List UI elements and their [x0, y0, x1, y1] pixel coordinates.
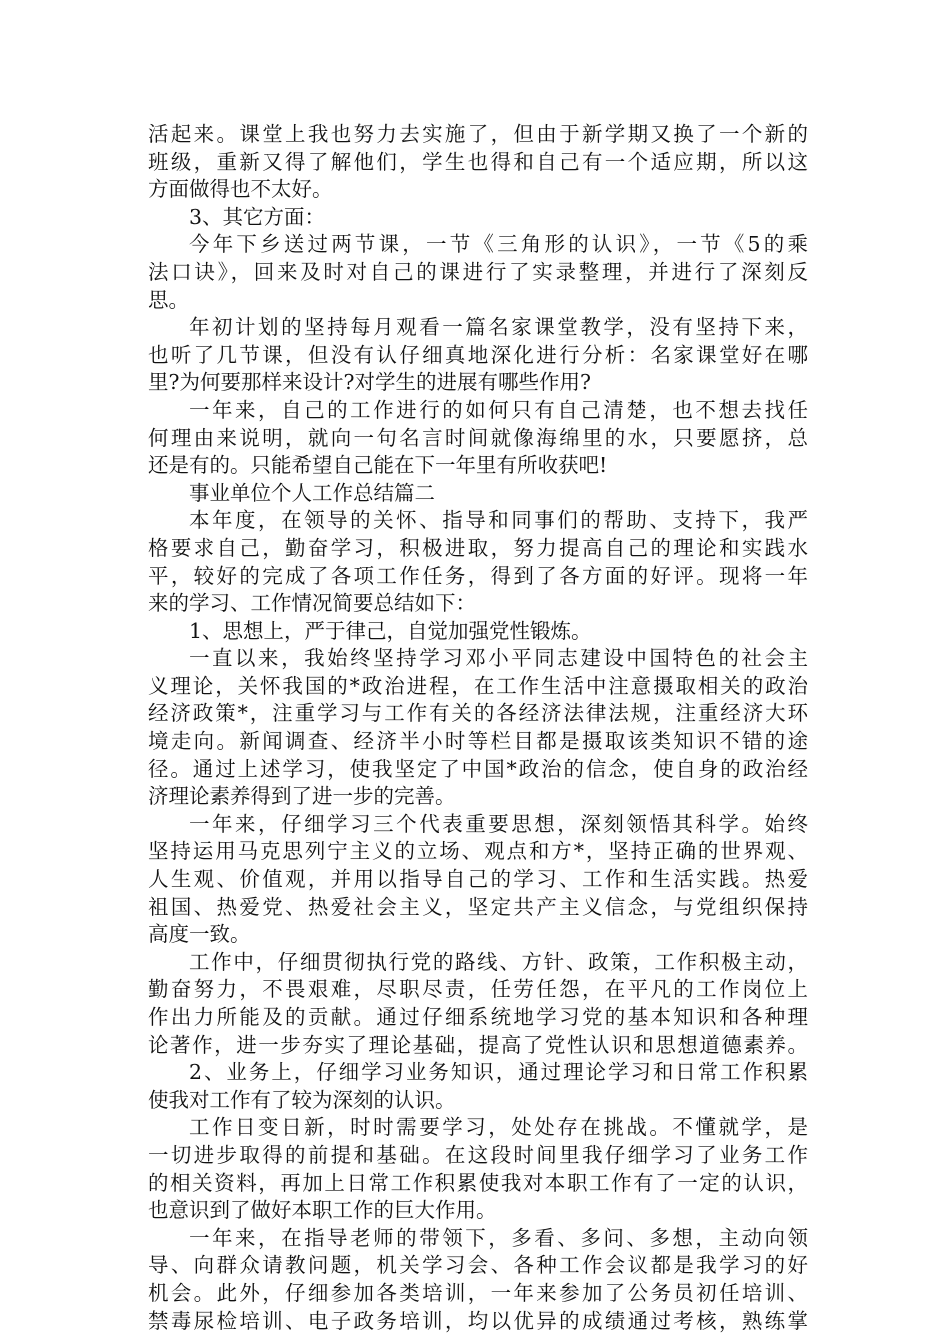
document-page	[148, 121, 808, 1335]
text-line: 工作中，仔细贯彻执行党的路线、方针、政策，工作积极主动，	[189, 949, 808, 974]
text-line: 经济政策*，注重学习与工作有关的各经济法律法规，注重经济大环	[148, 701, 808, 726]
text-line: 一切进步取得的前提和基础。在这段时间里我仔细学习了业务工作	[148, 1142, 808, 1167]
text-line: 论著作，进一步夯实了理论基础，提高了党性认识和思想道德素养。	[148, 1032, 808, 1057]
text-line: 今年下乡送过两节课，一节《三角形的认识》，一节《5的乘	[189, 232, 808, 257]
text-line: 来的学习、工作情况简要总结如下：	[148, 591, 476, 616]
text-line: 使我对工作有了较为深刻的认识。	[148, 1087, 456, 1112]
text-line: 坚持运用马克思列宁主义的立场、观点和方*，坚持正确的世界观、	[148, 839, 808, 864]
text-line: 境走向。新闻调查、经济半小时等栏目都是摄取该类知识不错的途	[148, 729, 808, 754]
text-line: 一年来，仔细学习三个代表重要思想，深刻领悟其科学。始终	[189, 811, 808, 836]
text-line: 也听了几节课，但没有认仔细真地深化进行分析：名家课堂好在哪	[148, 342, 808, 367]
text-line: 也意识到了做好本职工作的巨大作用。	[148, 1198, 497, 1223]
text-line: 里?为何要那样来设计?对学生的进展有哪些作用?	[148, 370, 591, 395]
text-line: 平，较好的完成了各项工作任务，得到了各方面的好评。现将一年	[148, 563, 808, 588]
text-line: 的相关资料，再加上日常工作积累使我对本职工作有了一定的认识，	[148, 1170, 808, 1195]
text-line: 事业单位个人工作总结篇二	[189, 480, 435, 505]
text-line: 3、其它方面：	[189, 204, 326, 229]
text-line: 径。通过上述学习，使我坚定了中国*政治的信念，使自身的政治经	[148, 756, 808, 781]
text-line: 一年来，在指导老师的带领下，多看、多问、多想，主动向领	[189, 1225, 808, 1250]
text-line: 祖国、热爱党、热爱社会主义，坚定共产主义信念，与党组织保持	[148, 894, 808, 919]
text-line: 机会。此外，仔细参加各类培训，一年来参加了公务员初任培训、	[148, 1280, 808, 1305]
text-line: 工作日变日新，时时需要学习，处处存在挑战。不懂就学，是	[189, 1115, 808, 1140]
text-line: 2、业务上，仔细学习业务知识，通过理论学习和日常工作积累	[189, 1060, 808, 1085]
text-line: 作出力所能及的贡献。通过仔细系统地学习党的基本知识和各种理	[148, 1005, 808, 1029]
text-line: 思。	[148, 287, 189, 312]
text-line: 一直以来，我始终坚持学习邓小平同志建设中国特色的社会主	[189, 646, 808, 671]
text-line: 班级，重新又得了解他们，学生也得和自己有一个适应期，所以这	[148, 149, 808, 174]
text-line: 高度一致。	[148, 922, 251, 947]
text-line: 本年度，在领导的关怀、指导和同事们的帮助、支持下，我严	[189, 508, 808, 533]
text-line: 导、向群众请教问题，机关学习会、各种工作会议都是我学习的好	[148, 1253, 808, 1278]
text-line: 还是有的。只能希望自己能在下一年里有所收获吧!	[148, 453, 608, 478]
text-line: 法口诀》，回来及时对自己的课进行了实录整理，并进行了深刻反	[148, 259, 808, 284]
text-line: 一年来，自己的工作进行的如何只有自己清楚，也不想去找任	[189, 397, 808, 422]
text-line: 格要求自己，勤奋学习，积极进取，努力提高自己的理论和实践水	[148, 535, 808, 560]
text-line: 济理论素养得到了进一步的完善。	[148, 784, 456, 809]
text-line: 年初计划的坚持每月观看一篇名家课堂教学，没有坚持下来，	[189, 315, 808, 340]
text-line: 勤奋努力，不畏艰难，尽职尽责，任劳任怨，在平凡的工作岗位上	[148, 977, 808, 1002]
text-line: 义理论，关怀我国的*政治进程，在工作生活中注意摄取相关的政治	[148, 673, 808, 698]
text-line: 何理由来说明，就向一句名言时间就像海绵里的水，只要愿挤，总	[148, 425, 808, 450]
text-line: 禁毒尿检培训、电子政务培训，均以优异的成绩通过考核，熟练掌	[148, 1308, 808, 1333]
text-line: 活起来。课堂上我也努力去实施了，但由于新学期又换了一个新的	[148, 122, 808, 146]
text-line: 方面做得也不太好。	[148, 177, 333, 202]
text-line: 人生观、价值观，并用以指导自己的学习、工作和生活实践。热爱	[148, 867, 808, 892]
text-line: 1、思想上，严于律己，自觉加强党性锻炼。	[189, 618, 592, 643]
